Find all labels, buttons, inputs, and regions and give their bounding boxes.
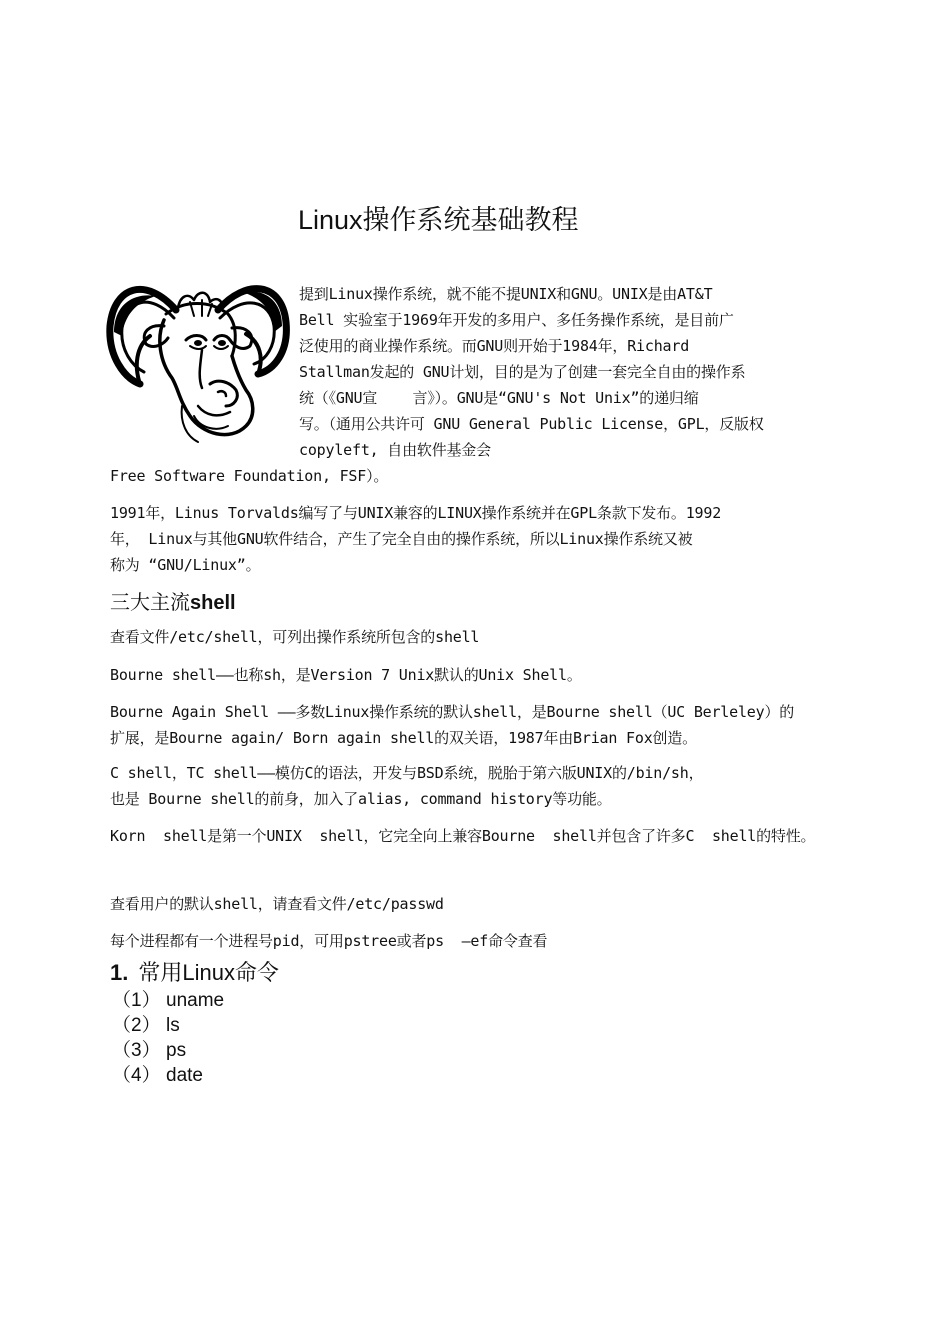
intro-line: copyleft, 自由软件基金会 bbox=[299, 441, 491, 459]
command-name: uname bbox=[166, 990, 225, 1011]
page-title: Linux操作系统基础教程 bbox=[298, 205, 579, 235]
command-index: （2） bbox=[112, 1015, 161, 1036]
commands-list bbox=[112, 988, 224, 1088]
gnu-head-logo bbox=[106, 266, 290, 446]
command-item bbox=[112, 1013, 224, 1038]
command-item bbox=[112, 1063, 224, 1088]
intro-tail: Free Software Foundation, FSF）。 bbox=[110, 467, 389, 485]
command-name: date bbox=[166, 1065, 203, 1086]
command-name: ps bbox=[166, 1040, 187, 1061]
history-line: 称为 “GNU/Linux”。 bbox=[110, 556, 261, 574]
shell-para-line: 查看文件/etc/shell，可列出操作系统所包含的shell bbox=[110, 628, 480, 646]
command-item bbox=[112, 1038, 224, 1063]
shell-heading-prefix: 三大主流 bbox=[110, 592, 190, 614]
history-line: 年， Linux与其他GNU软件结合，产生了完全自由的操作系统，所以Linux操作系统又被 bbox=[110, 530, 693, 548]
commands-heading-number: 1. bbox=[110, 960, 129, 985]
command-index: （1） bbox=[112, 990, 161, 1011]
command-item bbox=[112, 988, 224, 1013]
note-default-shell: 查看用户的默认shell，请查看文件/etc/passwd bbox=[110, 895, 444, 913]
note-process-id: 每个进程都有一个进程号pid，可用pstree或者ps –ef命令查看 bbox=[110, 932, 548, 950]
intro-line: Bell 实验室于1969年开发的多用户、多任务操作系统，是目前广 bbox=[299, 311, 734, 329]
shell-heading-bold: shell bbox=[190, 592, 236, 614]
shell-para-line: 扩展，是Bourne again/ Born again shell的双关语，1987年由Brian Fox创造。 bbox=[110, 729, 697, 747]
command-index: （3） bbox=[112, 1040, 161, 1061]
intro-line: 统（《GNU宣 言》）。GNU是“GNU's Not Unix”的递归缩 bbox=[299, 389, 699, 407]
intro-line: 写。（通用公共许可 GNU General Public License，GPL，反版权 bbox=[299, 415, 764, 433]
shell-heading bbox=[110, 586, 236, 615]
shell-para-line: Korn shell是第一个UNIX shell，它完全向上兼容Bourne shell并包含了许多C shell的特性。 bbox=[110, 827, 816, 845]
history-line: 1991年，Linus Torvalds编写了与UNIX兼容的LINUX操作系统并在GPL条款下发布。1992 bbox=[110, 504, 722, 522]
shell-para-line: Bourne shell——也称sh，是Version 7 Unix默认的Unix Shell。 bbox=[110, 666, 582, 684]
command-name: ls bbox=[166, 1015, 180, 1036]
shell-para-line: C shell，TC shell——模仿C的语法，开发与BSD系统，脱胎于第六版UNIX的/bin/sh， bbox=[110, 764, 704, 782]
shell-para-line: 也是 Bourne shell的前身，加入了alias, command history等功能。 bbox=[110, 790, 612, 808]
intro-line: 泛使用的商业操作系统。而GNU则开始于1984年，Richard bbox=[299, 337, 690, 355]
intro-line: Stallman发起的 GNU计划，目的是为了创建一套完全自由的操作系 bbox=[299, 363, 746, 381]
intro-line: 提到Linux操作系统，就不能不提UNIX和GNU。UNIX是由AT&T bbox=[299, 285, 713, 303]
commands-heading bbox=[110, 956, 279, 987]
commands-heading-text: 常用Linux命令 bbox=[138, 960, 279, 985]
command-index: （4） bbox=[112, 1065, 161, 1086]
shell-para-line: Bourne Again Shell ——多数Linux操作系统的默认shell，是Bourne shell（UC Berleley）的 bbox=[110, 703, 795, 721]
